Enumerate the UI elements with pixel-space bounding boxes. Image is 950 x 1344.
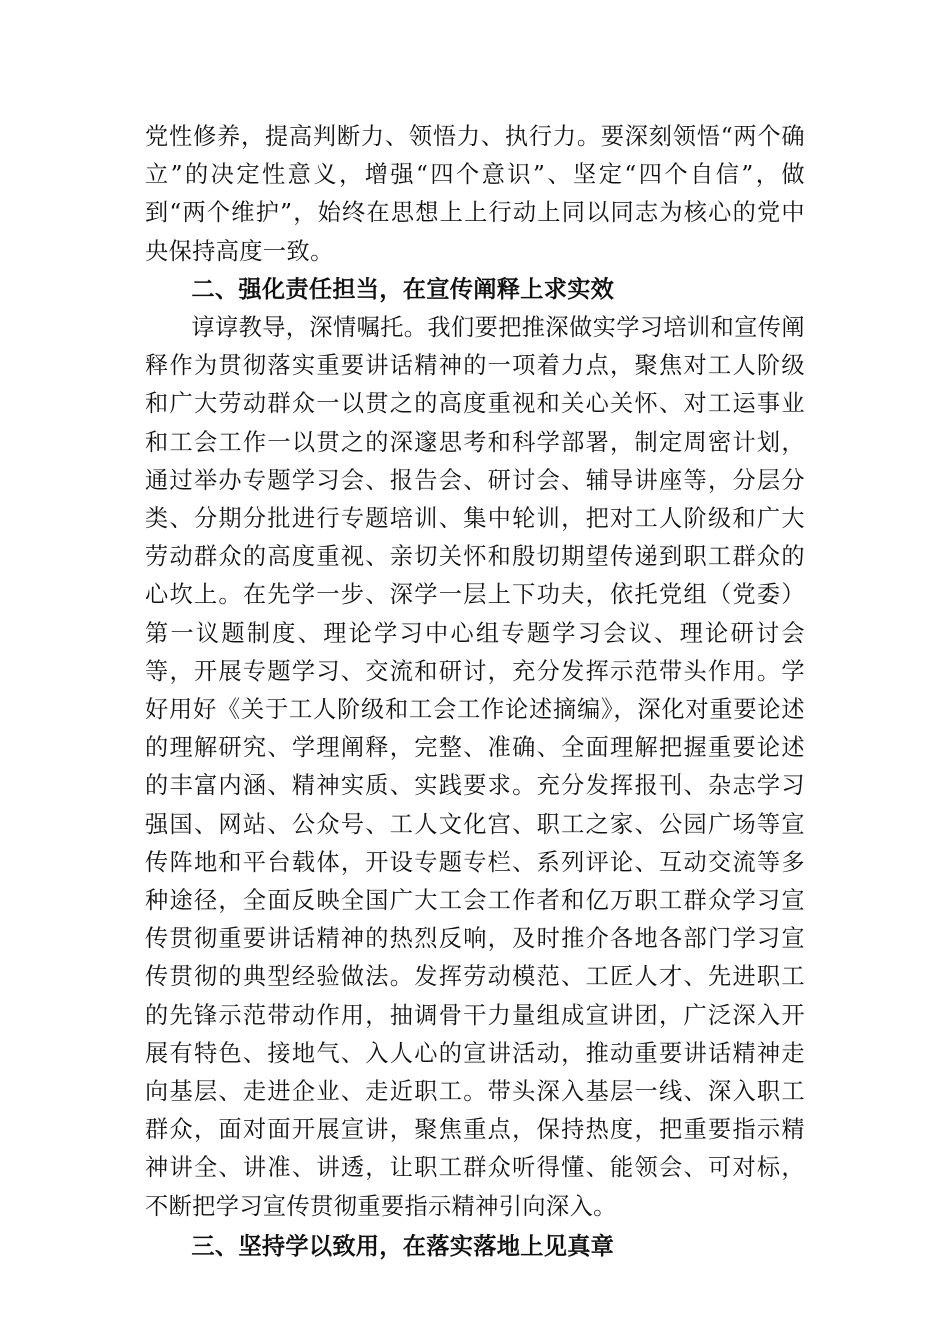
section-heading-2: 二、强化责任担当，在宣传阐释上求实效 [191, 275, 615, 303]
body-paragraph-section-2: 谆谆教导，深情嘱托。我们要把推深做实学习培训和宣传阐释作为贯彻落实重要讲话精神的一项着力点，聚焦对工人阶级和广大劳动群众一以贯之的高度重视和关心关怀、对工运事业和工会工作一以贯之的深邃思考和科学部署，制定周密计划，通过举办专题学习会、报告会、研讨会、辅导讲座等，分层分类、分期分批进行专题培训、集中轮训，把对工人阶级和广大劳动群众的高度重视、亲切关怀和殷切期望传递到职工群众的心坎上。在先学一步、深学一层上下功夫，依托党组（党委）第一议题制度、理论学习中心组专题学习会议、理论研讨会等，开展专题学习、交流和研讨，充分发挥示范带头作用。学好用好《关于工人阶级和工会工作论述摘编》，深化对重要论述的理解研究、学理阐释，完整、准确、全面理解把握重要论述的丰富内涵、精神实质、实践要求。充分发挥报刊、杂志学习强国、网站、公众号、工人文化宫、职工之家、公园广场等宣传阵地和平台载体，开设专题专栏、系列评论、互动交流等多种途径，全面反映全国广大工会工作者和亿万职工群众学习宣传贯彻重要讲话精神的热烈反响，及时推介各地各部门学习宣传贯彻的典型经验做法。发挥劳动模范、工匠人才、先进职工的先锋示范带动作用，抽调骨干力量组成宣讲团，广泛深入开展有特色、接地气、入人心的宣讲活动，推动重要讲话精神走向基层、走进企业、走近职工。带头深入基层一线、深入职工群众，面对面开展宣讲，聚焦重点，保持热度，把重要指示精神讲全、讲准、讲透，让职工群众听得懂、能领会、可对标，不断把学习宣传贯彻重要指示精神引向深入。 [145, 314, 805, 1220]
body-paragraph-continued: 党性修养，提高判断力、领悟力、执行力。要深刻领悟“两个确立”的决定性意义，增强“四个意识”、坚定“四个自信”，做到“两个维护”，始终在思想上上行动上同以同志为核心的党中央保持高度一致。 [145, 123, 805, 265]
document-page [145, 118, 805, 1266]
section-heading-3: 三、坚持学以致用，在落实落地上见真章 [191, 1232, 615, 1260]
